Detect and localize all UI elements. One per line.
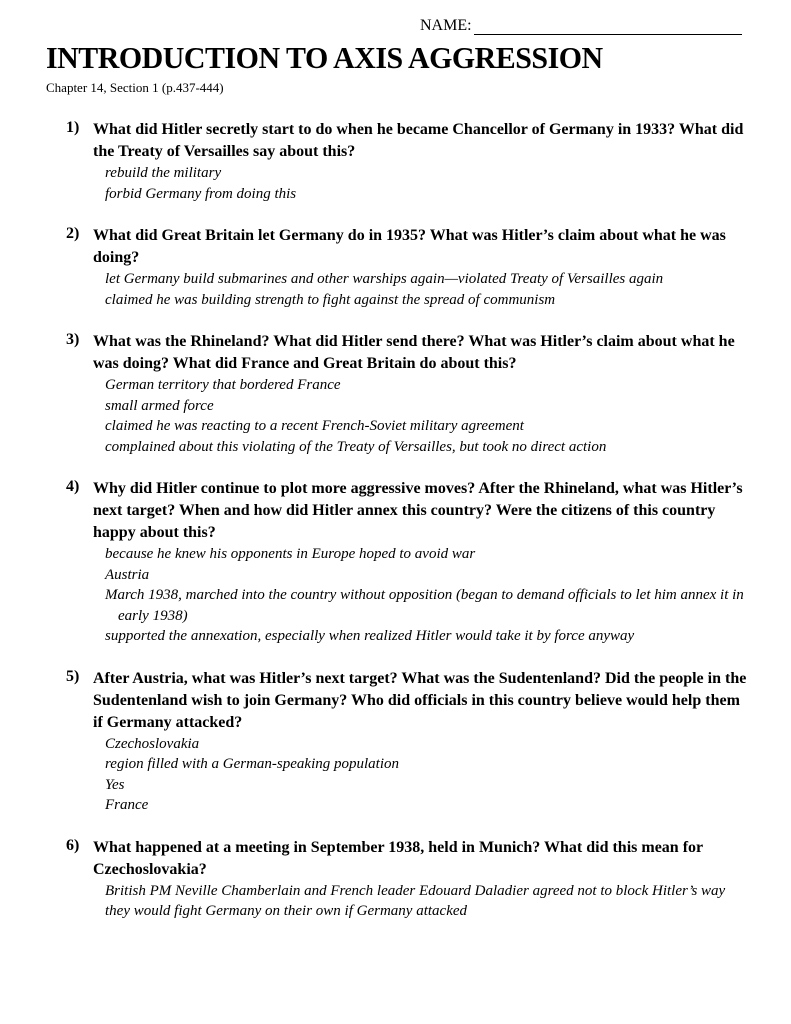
question-5 [66, 668, 748, 816]
answer-line: German territory that bordered France [105, 377, 341, 393]
question-1 [66, 119, 748, 204]
question-number: 6) [66, 836, 80, 854]
answer-line: small armed force [105, 397, 214, 414]
question-number: 4) [66, 478, 80, 495]
name-blank-line[interactable] [474, 19, 742, 35]
answer-line: forbid Germany from doing this [105, 185, 297, 202]
chapter-subtitle: Chapter 14, Section 1 (p.437-444) [46, 80, 224, 95]
question-text: After Austria, what was Hitler’s next target? What was the Sudentenland? Did the people in the Sudentenland wish to join Germany? Who did officials in this country believe would help them if Germany attacked? [93, 669, 747, 731]
answer-line: Yes [105, 776, 125, 793]
answer-line: supported the annexation, especially when realized Hitler would take it by force anyway [105, 628, 635, 644]
answer-line: France [105, 797, 149, 813]
question-2 [66, 225, 748, 310]
answer-line: they would fight Germany on their own if Germany attacked [105, 903, 468, 919]
question-text: What was the Rhineland? What did Hitler send there? What was Hitler’s claim about what he was doing? What did France and Great Britain do about this? [93, 333, 735, 372]
question-4 [66, 478, 748, 647]
answer-line: claimed he was building strength to fight against the spread of communism [105, 291, 556, 308]
answer-line: complained about this violating of the Treaty of Versailles, but took no direct action [105, 438, 607, 455]
answer-line: because he knew his opponents in Europe hoped to avoid war [105, 546, 476, 562]
question-number: 1) [66, 119, 80, 136]
answer-list [105, 544, 748, 647]
answer-list [105, 163, 748, 204]
answer-line: rebuild the military [105, 165, 222, 181]
question-text: What happened at a meeting in September 1938, held in Munich? What did this mean for Czechoslovakia? [93, 838, 703, 878]
question-number: 5) [66, 667, 80, 685]
question-number: 3) [66, 331, 80, 348]
answer-line: Czechoslovakia [105, 735, 200, 752]
answer-list [105, 881, 748, 922]
question-6 [66, 837, 748, 922]
answer-line: Austria [105, 566, 150, 583]
answer-line: let Germany build submarines and other warships again—violated Treaty of Versailles again [105, 271, 664, 287]
questions-list [66, 119, 748, 943]
answer-list [105, 734, 748, 816]
answer-line: March 1938, marched into the country without opposition (began to demand officials to let him annex it in early 1938) [105, 587, 744, 624]
answer-list [105, 269, 748, 310]
answer-line: British PM Neville Chamberlain and French leader Edouard Daladier agreed not to block Hitler’s way [105, 882, 726, 899]
question-text: Why did Hitler continue to plot more aggressive moves? After the Rhineland, what was Hitler’s next target? When and how did Hitler annex this country? Were the citizens of this country happy about this? [93, 480, 743, 541]
answer-list [105, 375, 748, 457]
name-field [420, 17, 742, 35]
question-text: What did Hitler secretly start to do when he became Chancellor of Germany in 1933? What did the Treaty of Versailles say about this? [93, 121, 744, 160]
answer-line: claimed he was reacting to a recent French-Soviet military agreement [105, 418, 524, 434]
question-3 [66, 331, 748, 457]
name-label: NAME: [420, 17, 472, 34]
question-text: What did Great Britain let Germany do in 1935? What was Hitler’s claim about what he was doing? [93, 227, 726, 266]
page-title: INTRODUCTION TO AXIS AGGRESSION [46, 40, 603, 75]
answer-line: region filled with a German-speaking population [105, 756, 400, 772]
question-number: 2) [66, 225, 80, 242]
